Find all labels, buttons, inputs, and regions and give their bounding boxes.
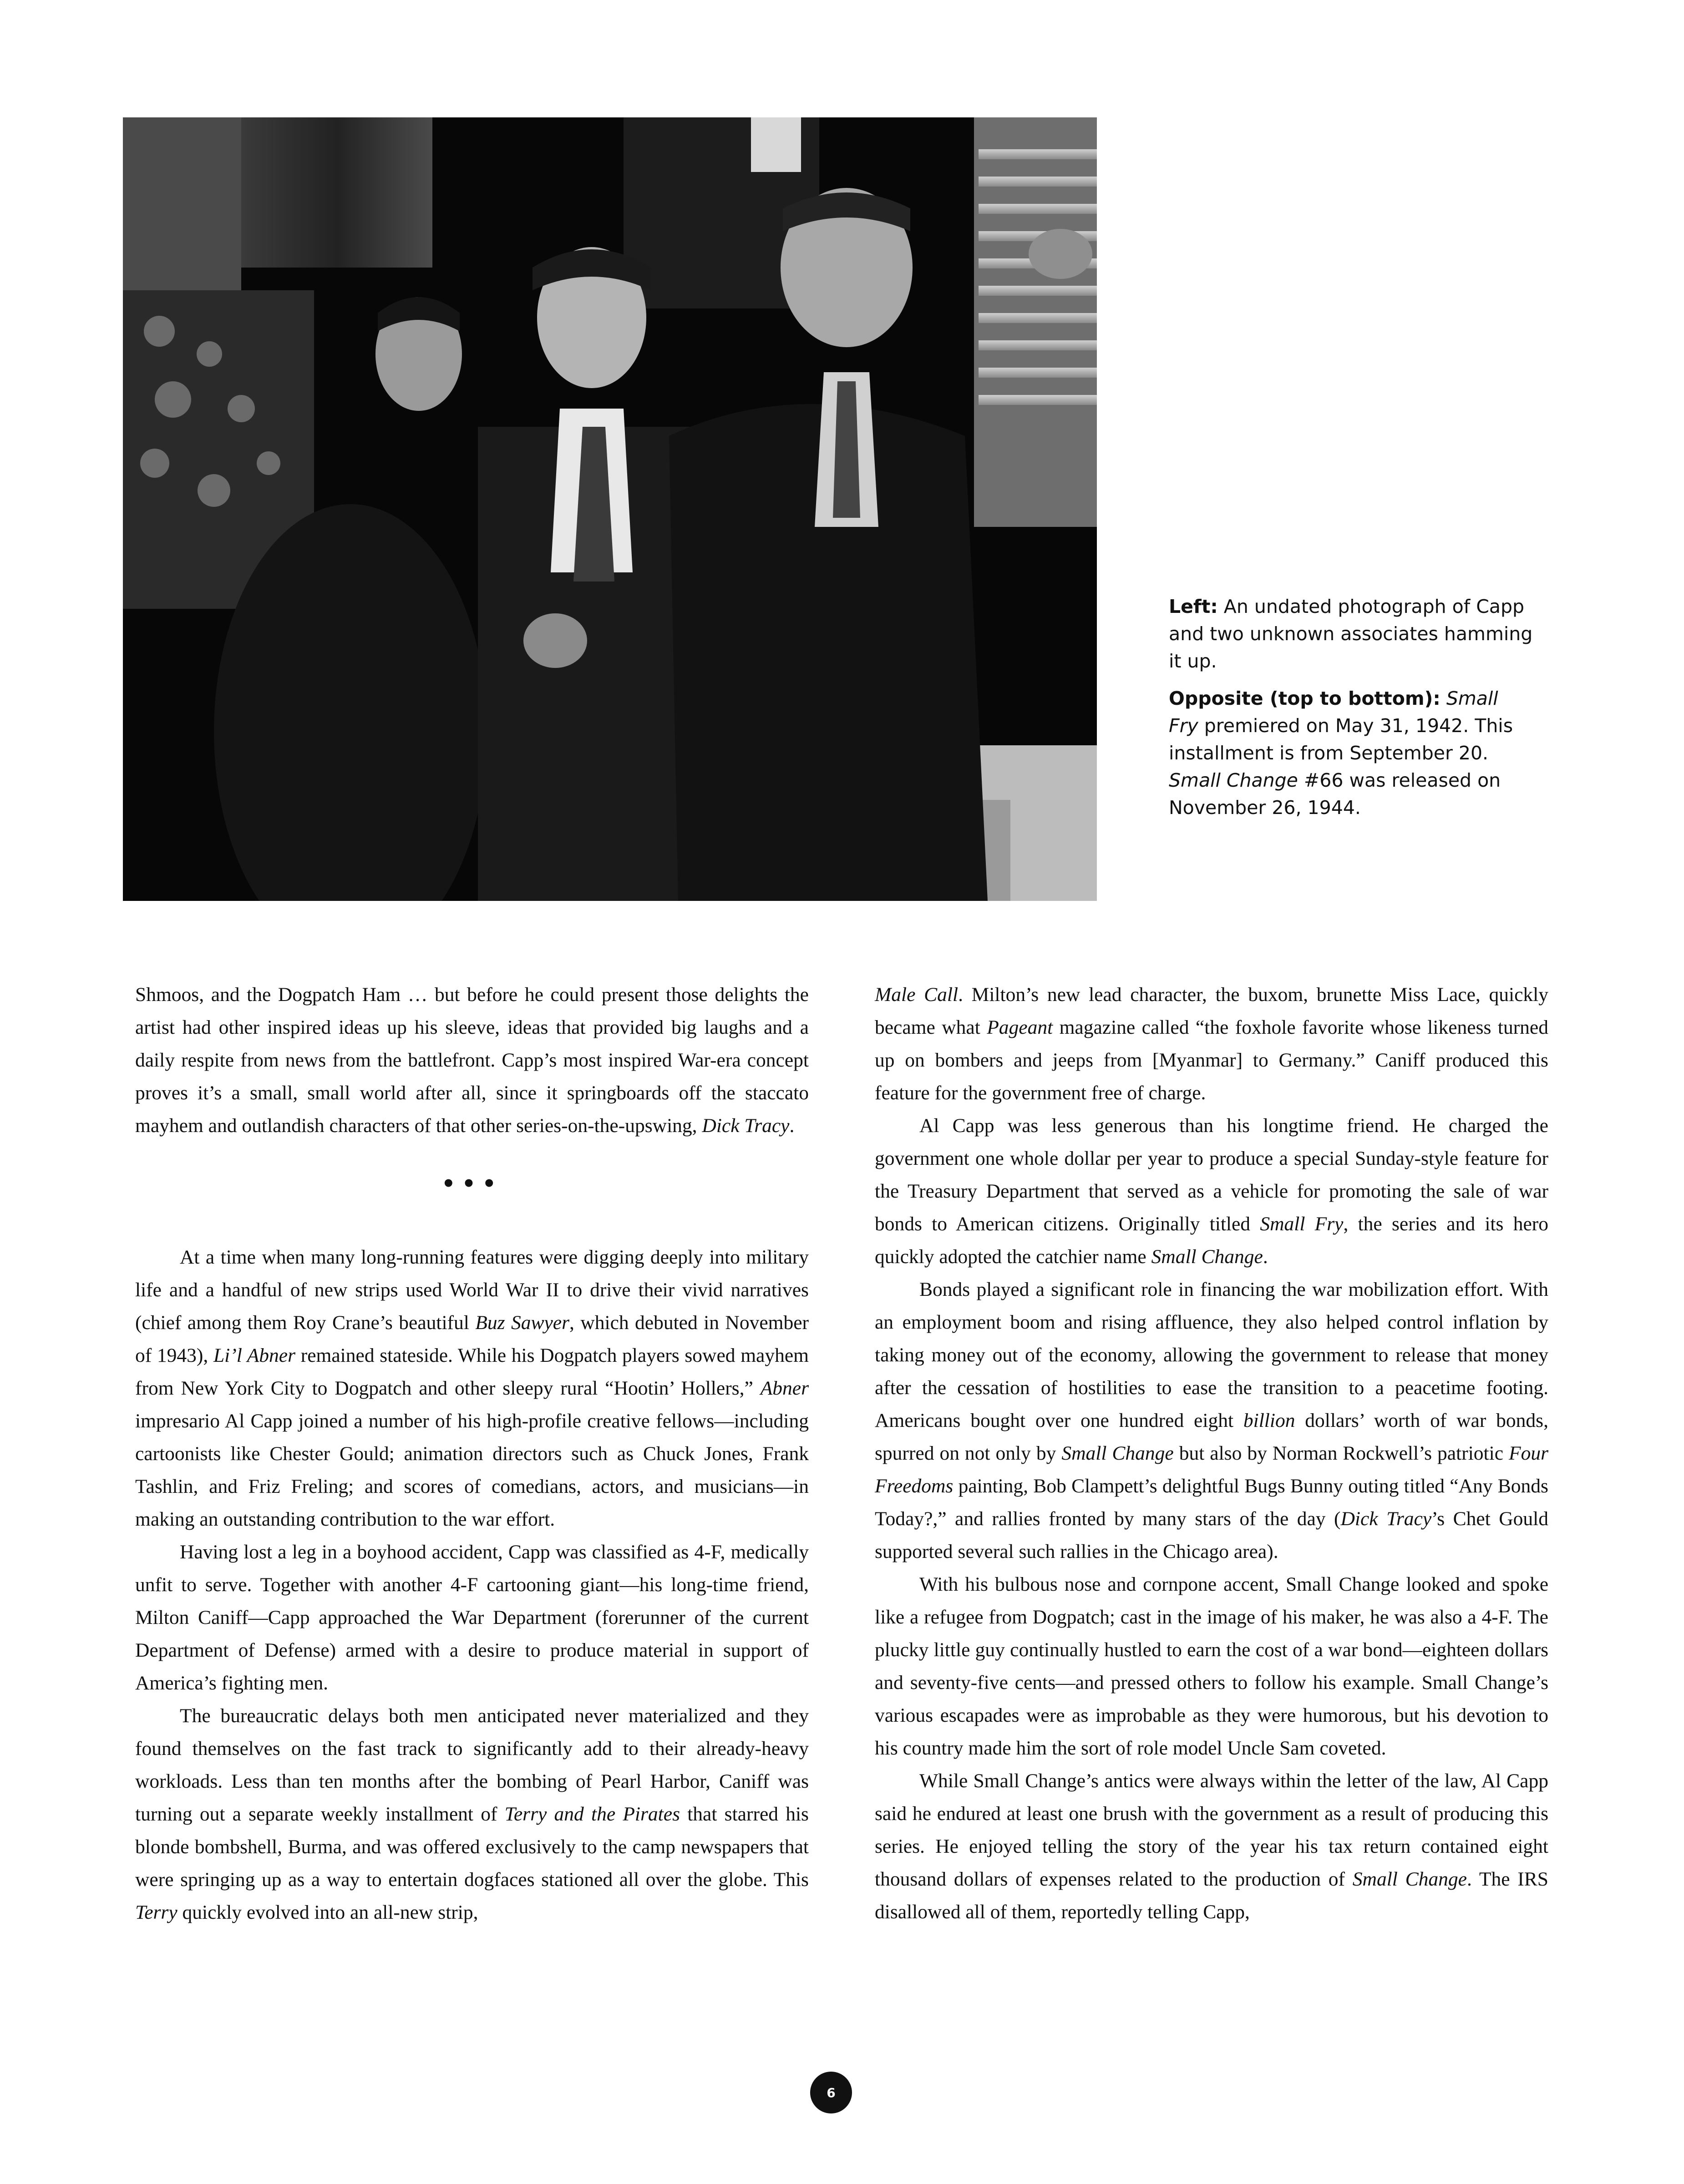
text-run: Shmoos, and the Dogpatch Ham … but before he could present those delights the artist had other inspired ideas up his sleeve, ideas that provided big laughs and a daily respite from news from the battlefront. Capp’s most inspired War-era concept proves it’s a small, small world after all, since it springboards off the staccato mayhem and outlandish characters of that other series-on-the-upswing, (135, 984, 809, 1137)
caption-opposite-text-1: premiered on May 31, 1942. This installment is from September 20. (1169, 715, 1513, 764)
text-run: remained stateside. While his Dogpatch players sowed mayhem from New York City to Dogpatch and other sleepy rural “Hootin’ Hollers,” (135, 1345, 809, 1399)
left-paragraph-4 (135, 1699, 809, 1929)
text-run: dollars’ worth of war bonds, spurred on not only by (875, 1410, 1548, 1464)
text-run: Bonds played a significant role in financing the war mobilization effort. With an employment boom and rising affluence, they also helped control inflation by taking money out of the economy, allowing the government to release that money after the cessation of hostilities to ease the transition to a peacetime footing. Americans bought over one hundred eight (875, 1279, 1548, 1431)
italic-title: Terry (135, 1901, 178, 1923)
left-paragraph-2 (135, 1241, 809, 1536)
caption-title-small-change: Small Change (1169, 769, 1298, 791)
text-run: that starred his blonde bombshell, Burma, and was offered exclusively to the camp newspapers that were springing up as a way to entertain dogfaces stationed all over the globe. This (135, 1803, 809, 1891)
italic-title: Pageant (987, 1016, 1053, 1038)
italic-title: Small Change (1151, 1246, 1263, 1268)
caption-opposite-label: Opposite (top to bottom): (1169, 688, 1441, 709)
italic-title: Small Fry (1260, 1213, 1344, 1235)
right-paragraph-5 (875, 1764, 1548, 1928)
section-break: ••• (441, 1171, 503, 1197)
text-run: . (1263, 1246, 1268, 1268)
text-run: impresario Al Capp joined a number of his high-profile creative fellows—including cartoonists like Chester Gould; animation directors such as Chuck Jones, Frank Tashlin, and Friz Freling; and scores of comedians, actors, and musicians—in making an outstanding contribution to the war effort. (135, 1410, 809, 1530)
left-paragraph-1 (135, 978, 809, 1142)
text-run: At a time when many long-running features were digging deeply into military life and a handful of new strips used World War II to drive their vivid narratives (chief among them Roy Crane’s beautiful (135, 1246, 809, 1334)
italic-title: Four Freedoms (875, 1442, 1548, 1497)
italic-title: Dick Tracy (1340, 1508, 1432, 1530)
right-paragraph-1 (875, 978, 1548, 1109)
text-run: , which debuted in November of 1943), (135, 1312, 809, 1366)
caption-opposite-text-2: #66 was released on November 26, 1944. (1169, 769, 1501, 819)
right-column (875, 978, 1548, 1928)
photograph (123, 117, 1097, 901)
text-run: , the series and its hero quickly adopted the catchier name (875, 1213, 1548, 1268)
italic-title: Male Call (875, 984, 959, 1006)
photo-illustration (123, 117, 1097, 901)
caption-left-text: An undated photograph of Capp and two unknown associates hamming it up. (1169, 596, 1533, 672)
left-paragraph-3: Having lost a leg in a boyhood accident, Capp was classified as 4-F, medically unfit to serve. Together with another 4-F cartooning giant—his long-time friend, Milton Caniff—Capp approached the War Department (forerunner of the current Department of Defense) armed with a desire to produce material in support of America’s fighting men. (135, 1541, 809, 1694)
italic-title: Terry and the Pirates (504, 1803, 680, 1825)
text-run: Al Capp was less generous than his longtime friend. He charged the government one whole dollar per year to produce a special Sunday-style feature for the Treasury Department that served as a vehicle for promoting the sale of war bonds to American citizens. Originally titled (875, 1115, 1548, 1235)
page-number: 6 (810, 2072, 852, 2113)
italic-title: Buz Sawyer (475, 1312, 570, 1334)
right-paragraph-2 (875, 1109, 1548, 1273)
text-run: . Milton’s new lead character, the buxom, brunette Miss Lace, quickly became what (875, 984, 1548, 1038)
caption-left-label: Left: (1169, 596, 1218, 617)
caption-left (1169, 593, 1533, 675)
text-run: painting, Bob Clampett’s delightful Bugs Bunny outing titled “Any Bonds Today?,” and rallies fronted by many stars of the day ( (875, 1475, 1548, 1530)
text-run: ’s Chet Gould supported several such rallies in the Chicago area). (875, 1508, 1549, 1562)
text-run: . The IRS disallowed all of them, reportedly telling Capp, (875, 1868, 1548, 1923)
right-paragraph-4: With his bulbous nose and cornpone accent, Small Change looked and spoke like a refugee from Dogpatch; cast in the image of his maker, he was also a 4-F. The plucky little guy continually hustled to earn the cost of a war bond—eighteen dollars and seventy-five cents—and pressed others to follow his example. Small Change’s various escapades were as improbable as they were humorous, but his devotion to his country made him the sort of role model Uncle Sam coveted. (875, 1573, 1548, 1759)
text-run: but also by Norman Rockwell’s patriotic (1173, 1442, 1509, 1464)
italic-title: Small Change (1352, 1868, 1467, 1890)
right-paragraph-3 (875, 1273, 1548, 1568)
text-run: . (789, 1115, 795, 1137)
italic-title: Li’l Abner (213, 1345, 296, 1366)
text-run: The bureaucratic delays both men anticipated never materialized and they found themselves on the fast track to significantly add to their already-heavy workloads. Less than ten months after the bombing of Pearl Harbor, Caniff was turning out a separate weekly installment of (135, 1705, 809, 1825)
text-run: While Small Change’s antics were always within the letter of the law, Al Capp said he endured at least one brush with the government as a result of producing this series. He enjoyed telling the story of the year his tax return contained eight thousand dollars of expenses related to the production of (875, 1770, 1548, 1890)
italic-title: Abner (760, 1377, 809, 1399)
text-run: quickly evolved into an all-new strip, (177, 1901, 478, 1923)
left-column (135, 978, 809, 1929)
text-run: magazine called “the foxhole favorite whose likeness turned up on bombers and jeeps from [Myanmar] to Germany.” Caniff produced this feature for the government free of charge. (875, 1016, 1548, 1104)
italic-title: Small Change (1061, 1442, 1174, 1464)
caption-title-small-fry: Small Fry (1169, 688, 1498, 737)
italic-title: Dick Tracy (702, 1115, 790, 1137)
caption-opposite (1169, 685, 1533, 821)
italic-word: billion (1243, 1410, 1295, 1431)
photo-caption (1169, 593, 1533, 831)
